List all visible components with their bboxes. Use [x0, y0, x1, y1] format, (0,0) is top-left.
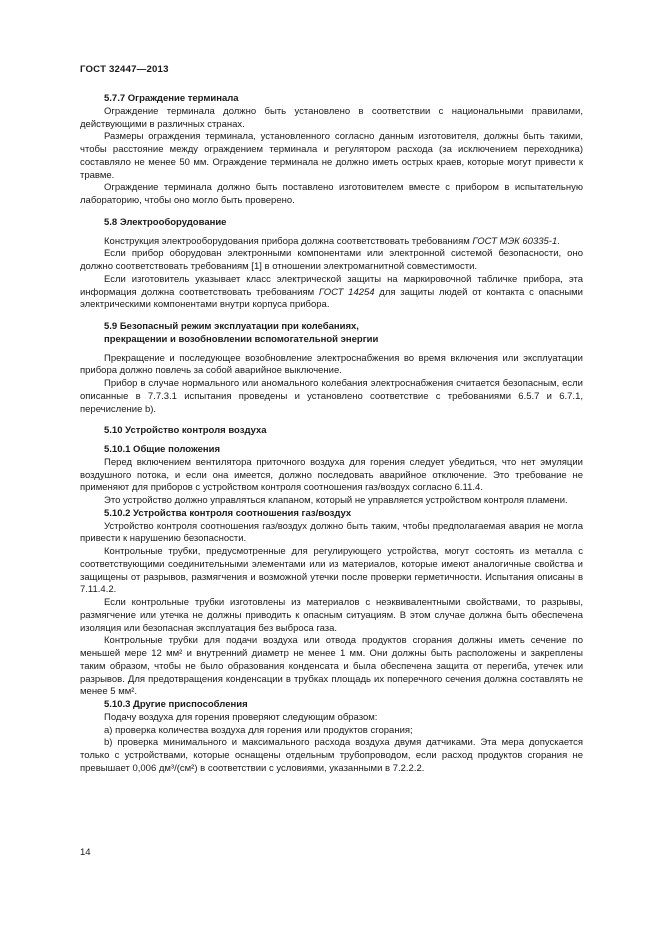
subsection-heading-5-10-3: 5.10.3 Другие приспособления: [104, 699, 248, 710]
paragraph: Прекращение и последующее возобновление электроснабжения во время включения или эксплуатации прибора должно повлечь за собой аварийное выключение.: [80, 352, 583, 377]
document-body: [80, 93, 583, 776]
subsection-heading-5-10-2: 5.10.2 Устройства контроля соотношения газ/воздух: [104, 507, 352, 519]
paragraph: Перед включением вентилятора приточного воздуха для горения следует убедиться, что нет эмуляции воздушного потока, и если она имеется, должно последовать аварийное отключение. Это требование не применяют для приборов с устройством контроля соотношения газ/воздух согласно 6.11.4.: [80, 456, 583, 494]
paragraph: Подачу воздуха для горения проверяют следующим образом:: [104, 711, 378, 723]
section-heading-5-9-cont: прекращении и возобновлении вспомогательной энергии: [104, 333, 379, 345]
subsection-heading-5-10-1: 5.10.1 Общие положения: [104, 444, 220, 455]
list-item: b) проверка минимального и максимального расхода воздуха двумя датчиками. Эта мера допускается только с устройствами, которые оснащены отдельным трубопроводом, если расход продуктов сгорания не превышает 0,006 дм³/(см²) в соответствии с условиями, указанными в 7.2.2.2.: [80, 737, 583, 774]
paragraph: Ограждение терминала должно быть установлено в соответствии с национальными правилами, действующими в различных странах.: [80, 105, 583, 130]
section-heading-5-10: 5.10 Устройство контроля воздуха: [104, 425, 267, 437]
text-span: для защиты людей от контакта с опасными электрическими компонентами внутри корпуса прибора.: [80, 286, 583, 311]
text-span: Конструкция электрооборудования прибора должна соответствовать требованиям: [104, 235, 473, 247]
standard-reference: ГОСТ МЭК 60335-1: [472, 235, 558, 247]
paragraph: Контрольные трубки, предусмотренные для регулирующего устройства, могут состоять из металла с соответствующими соединительными элементами или из материалов, которые имеют аналогичные свойства и защищены от разрывов, размягчения и возможной утечки после проверки герметичности. Испытания описаны в 7.11.4.2.: [80, 546, 583, 596]
paragraph: Если контрольные трубки изготовлены из материалов с неэквивалентными свойствами, то разрывы, размягчение или утечка не должны приводить к опасным ситуациям. В этом случае должна быть обеспечена изоляция или безопасная эксплуатация без выброса газа.: [80, 597, 583, 634]
paragraph: Размеры ограждения терминала, установленного согласно данным изготовителя, должны быть такими, чтобы расстояние между ограждением терминала и регулятором расхода (за исключением переходника) составляло не менее 50 мм. Ограждение терминала не должно иметь острых краев, которые могут привести к травме.: [80, 131, 583, 181]
section-heading-5-7-7: 5.7.7 Ограждение терминала: [104, 93, 239, 104]
paragraph: Если прибор оборудован электронными компонентами или электронной системой безопасности, оно должно соответствовать требованиям [1] в отношении электромагнитной совместимости.: [80, 248, 583, 272]
page-number: 14: [80, 847, 91, 858]
paragraph: Ограждение терминала должно быть поставлено изготовителем вместе с прибором в испытательную лабораторию, чтобы оно могло быть проверено.: [80, 182, 583, 206]
text-span: Если изготовитель указывает класс электрической защиты на маркировочной табличке прибора, эта информация должна соответствовать требованиям: [80, 273, 583, 298]
paragraph: Это устройство должно управляться клапаном, который не управляется устройством контроля пламени.: [104, 495, 568, 506]
list-item: a) проверка количества воздуха для горения или продуктов сгорания;: [104, 724, 413, 736]
section-heading-5-8: 5.8 Электрооборудование: [104, 216, 227, 228]
text-span: .: [557, 235, 560, 247]
standard-reference: ГОСТ 14254: [318, 286, 375, 298]
paragraph: Устройство контроля соотношения газ/воздух должно быть таким, чтобы предполагаемая авария не могла привести к нарушению безопасности.: [80, 520, 583, 545]
paragraph: Прибор в случае нормального или аномального колебания электроснабжения считается безопасным, если описанные в 7.7.3.1 испытания проведены и установлено соответствие с требованиями 6.5.7 и 6.7.1, перечисление b).: [80, 378, 583, 415]
section-heading-5-9: 5.9 Безопасный режим эксплуатации при колебаниях,: [104, 321, 359, 332]
paragraph: [80, 236, 583, 249]
paragraph: Контрольные трубки для подачи воздуха или отвода продуктов сгорания должны иметь сечение по меньшей мере 12 мм² и внутренний диаметр не менее 1 мм. Они должны быть расположены и закреплены таким образом, чтобы не было образования конденсата и была обеспечена защита от перегиба, утечек или разрывов. Для предотвращения конденсации в трубках площадь их поперечного сечения должна составлять не менее 5 мм².: [80, 635, 583, 698]
paragraph: [80, 274, 583, 312]
page-header: ГОСТ 32447—2013: [80, 64, 169, 75]
